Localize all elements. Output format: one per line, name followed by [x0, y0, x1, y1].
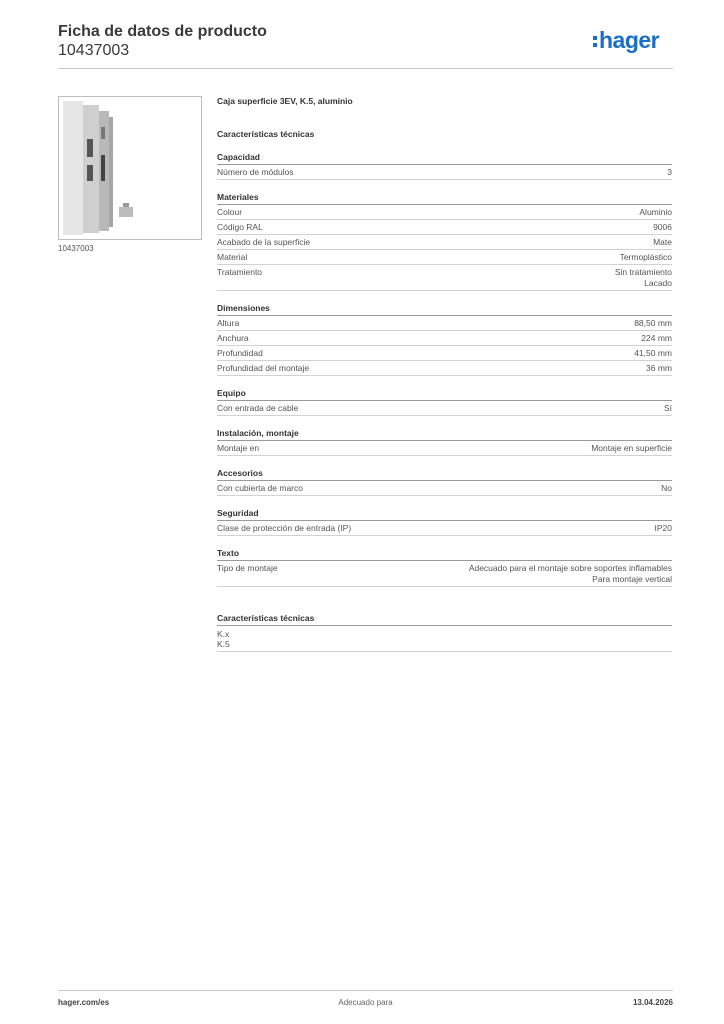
spec-value-line: 36 mm	[646, 363, 672, 373]
spec-section	[217, 152, 672, 180]
tech-section	[217, 613, 672, 652]
footer-divider	[58, 990, 673, 991]
spec-value	[664, 403, 672, 414]
spec-label: Tratamiento	[217, 267, 263, 277]
hager-logo	[593, 28, 673, 54]
spec-value-line: Montaje en superficie	[591, 443, 672, 453]
image-caption: 10437003	[58, 244, 94, 253]
spec-content	[217, 96, 672, 652]
spec-row	[217, 361, 672, 376]
spec-value	[655, 523, 673, 534]
spec-value-line: Aluminio	[639, 207, 672, 217]
spec-value-line: 9006	[653, 222, 672, 232]
spec-section	[217, 303, 672, 376]
tech-item: K.5	[217, 639, 230, 649]
spec-section	[217, 468, 672, 496]
spec-row	[217, 401, 672, 416]
spec-value	[653, 222, 672, 233]
footer-date: 13.04.2026	[632, 998, 673, 1007]
spec-row	[217, 235, 672, 250]
spec-row	[217, 250, 672, 265]
spec-value	[615, 267, 672, 289]
specs-heading: Características técnicas	[217, 129, 315, 139]
spec-row	[217, 316, 672, 331]
section-title: Dimensiones	[217, 303, 672, 316]
spec-row	[217, 346, 672, 361]
spec-value-line: 41,50 mm	[634, 348, 672, 358]
product-name: Caja superficie 3EV, K.5, aluminio	[217, 96, 353, 106]
page-header	[58, 22, 267, 60]
spec-row	[217, 481, 672, 496]
spec-section	[217, 388, 672, 416]
spec-row	[217, 521, 672, 536]
spec-value	[653, 237, 672, 248]
spec-label: Código RAL	[217, 222, 263, 232]
tech-item: K.x	[217, 629, 230, 639]
spec-section	[217, 192, 672, 291]
spec-label: Profundidad	[217, 348, 263, 358]
spec-value	[634, 318, 672, 329]
document-title: Ficha de datos de producto	[58, 23, 267, 40]
spec-row	[217, 165, 672, 180]
spec-label: Tipo de montaje	[217, 563, 278, 573]
spec-value-line: Adecuado para el montaje sobre soportes inflamables	[468, 563, 672, 573]
spec-row	[217, 331, 672, 346]
spec-value-line: 224 mm	[641, 333, 672, 343]
spec-section	[217, 428, 672, 456]
spec-value	[639, 207, 672, 218]
spec-value-line: Termoplástico	[619, 252, 672, 262]
spec-label: Colour	[217, 207, 243, 217]
spec-value	[634, 348, 672, 359]
spec-value	[469, 563, 672, 585]
footer-center-text: Adecuado para	[338, 998, 393, 1007]
spec-label: Con cubierta de marco	[217, 483, 303, 493]
product-image	[58, 96, 202, 240]
section-title: Seguridad	[217, 508, 672, 521]
tech-list	[217, 626, 672, 652]
spec-label: Altura	[217, 318, 240, 328]
spec-value-line: IP20	[654, 523, 672, 533]
spec-value-line: 88,50 mm	[634, 318, 672, 328]
spec-value-line: Para montaje vertical	[592, 574, 672, 584]
section-title: Materiales	[217, 192, 672, 205]
spec-row	[217, 220, 672, 235]
spec-row	[217, 205, 672, 220]
spec-row	[217, 265, 672, 291]
spec-value-line: Mate	[653, 237, 672, 247]
spec-label: Anchura	[217, 333, 249, 343]
spec-value-line: 3	[667, 167, 672, 177]
spec-sections	[217, 152, 672, 587]
spec-value-line: No	[661, 483, 672, 493]
spec-row	[217, 561, 672, 587]
section-title: Instalación, montaje	[217, 428, 672, 441]
spec-value	[646, 363, 672, 374]
spec-value-line: Sí	[663, 403, 672, 413]
spec-label: Número de módulos	[217, 167, 294, 177]
spec-value	[620, 252, 672, 263]
footer-website-link[interactable]: hager.com/es	[58, 998, 110, 1007]
section-title: Accesorios	[217, 468, 672, 481]
spec-value	[591, 443, 672, 454]
header-divider	[58, 68, 673, 69]
spec-label: Montaje en	[217, 443, 260, 453]
spec-value	[641, 333, 672, 344]
spec-value	[667, 167, 672, 178]
tech-section-title: Características técnicas	[217, 613, 672, 626]
spec-label: Clase de protección de entrada (IP)	[217, 523, 352, 533]
section-title: Equipo	[217, 388, 672, 401]
spec-label: Profundidad del montaje	[217, 363, 310, 373]
section-title: Capacidad	[217, 152, 672, 165]
section-title: Texto	[217, 548, 672, 561]
spec-value-line: Sin tratamiento	[614, 267, 672, 277]
spec-section	[217, 508, 672, 536]
product-number: 10437003	[58, 42, 130, 59]
spec-value	[661, 483, 672, 494]
spec-row	[217, 441, 672, 456]
spec-label: Material	[217, 252, 248, 262]
spec-section	[217, 548, 672, 587]
svg-text:hager: hager	[599, 28, 660, 53]
spec-label: Acabado de la superficie	[217, 237, 311, 247]
spec-label: Con entrada de cable	[217, 403, 299, 413]
spec-value-line: Lacado	[644, 278, 672, 288]
